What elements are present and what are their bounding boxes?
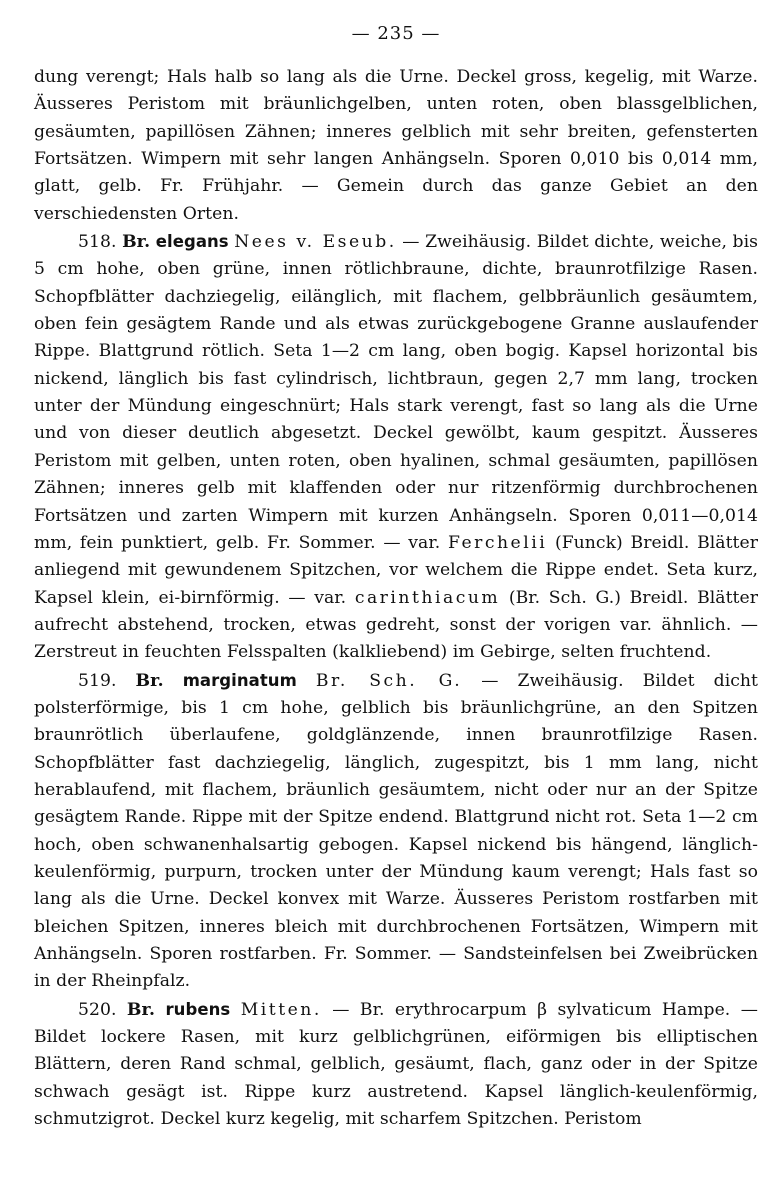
variety-name: Ferchelii — [447, 532, 548, 553]
entry-text: — Br. erythrocarpum β sylvaticum Hampe. — Bildet lockere Rasen, mit kurz gelblichgrünen, eiförmigen bis elliptischen Blättern, deren Rand schmal, gelblich, gesäumt, flach, ganz oder in der Spitze schwach gesägt ist. Rippe kurz austretend. Kapsel länglich-keulenförmig, schmutzigrot. Deckel kurz kegelig, mit scharfem Spitzchen. Peristom — [34, 999, 758, 1130]
page-number: — 235 — — [351, 23, 441, 44]
entry-519 — [34, 667, 758, 996]
author-citation: Br. Sch. G. — [315, 670, 463, 691]
entry-text: (Br. Sch. G.) Breidl. Blätter aufrecht abstehend, trocken, etwas gedreht, sonst der vorigen var. ähnlich. — Zerstreut in feuchten Felsspalten (kalkliebend) im Gebirge, selten fruchtend. — [34, 587, 759, 663]
entry-text: — Zweihäusig. Bildet dichte, weiche, bis 5 cm hohe, oben grüne, innen rötlichbraune, dichte, braunrotfilzige Rasen. Schopfblätter dachziegelig, eilänglich, mit flachem, gelbbräunlich gesäumtem, oben fein gesägtem Rande und als etwas zurückgebogene Granne auslaufender Rippe. Blattgrund rötlich. Seta 1—2 cm lang, oben bogig. Kapsel horizontal bis nickend, länglich bis fast cylindrisch, lichtbraun, gegen 2,7 mm lang, trocken unter der Mündung eingeschnürt; Hals stark verengt, fast so lang als die Urne und von dieser deutlich abgesetzt. Deckel gewölbt, kaum gespitzt. Äusseres Peristom mit gelben, unten roten, oben hyalinen, schmal gesäumten, papillösen Zähnen; inneres gelb mit klaffenden oder nur ritzenförmig durchbrochenen Fortsätzen und zarten Wimpern mit kurzen Anhängseln. Sporen 0,011—0,014 mm, fein punktiert, gelb. Fr. Sommer. — — [34, 232, 759, 553]
continuation-paragraph — [34, 64, 758, 228]
genus-abbrev: Br. — [122, 232, 151, 253]
species-name: marginatum — [182, 670, 297, 690]
author-citation: Nees v. Eseub. — [234, 232, 397, 253]
entry-number: 518. — [78, 232, 117, 253]
genus-abbrev: Br. — [135, 670, 164, 691]
entry-number: 520. — [78, 999, 117, 1020]
author-citation: Mitten. — [240, 999, 322, 1020]
entry-text: (Funck) Breidl. Blätter anliegend mit gewundenem Spitzchen, vor welchem die Rippe endet. Seta kurz, Kapsel klein, ei-birnförmig. — — [34, 532, 759, 608]
entry-text: — Zweihäusig. Bildet dicht polsterförmige, bis 1 cm hohe, gelblich bis bräunlichgrüne, an den Spitzen braunrötlich überlaufene, goldglänzende, innen braunrotfilzige Rasen. Schopfblätter fast dachziegelig, länglich, zugespitzt, bis 1 mm lang, nicht herablaufend, mit flachem, bräunlich gesäumtem, nicht oder nur an der Spitze gesägtem Rande. Rippe mit der Spitze endend. Blattgrund nicht rot. Seta 1—2 cm hoch, oben schwanenhalsartig gebogen. Kapsel nickend bis hängend, länglich-keulenförmig, purpurn, trocken unter der Mündung kaum verengt; Hals fast so lang als die Urne. Deckel konvex mit Warze. Äusseres Peristom rostfarben mit bleichen Spitzen, inneres bleich mit durchbrochenen Fortsätzen, Wimpern mit Anhängseln. Sporen rostfarben. Fr. Sommer. — Sandsteinfelsen bei Zweibrücken in der Rheinpfalz. — [34, 670, 758, 992]
species-name: rubens — [165, 999, 231, 1019]
entry-518 — [34, 228, 758, 667]
entry-520 — [34, 996, 758, 1134]
variety-label: var. — [314, 587, 347, 608]
book-page — [34, 20, 758, 1133]
variety-name: carinthiacum — [354, 587, 501, 608]
continuation-text: dung verengt; Hals halb so lang als die Urne. Deckel gross, kegelig, mit Warze. Äusseres Peristom mit bräunlichgelben, unten roten, oben blassgelblichen, gesäumten, papillösen Zähnen; inneres gelblich mit sehr breiten, gefensterten Fortsätzen. Wimpern mit sehr langen Anhängseln. Sporen 0,010 bis 0,014 mm, glatt, gelb. Fr. Frühjahr. — Gemein durch das ganze Gebiet an den verschiedensten Orten. — [34, 67, 758, 224]
variety-label: var. — [408, 532, 441, 553]
entry-number: 519. — [78, 670, 117, 691]
species-name: elegans — [155, 232, 229, 252]
genus-abbrev: Br. — [126, 999, 156, 1020]
